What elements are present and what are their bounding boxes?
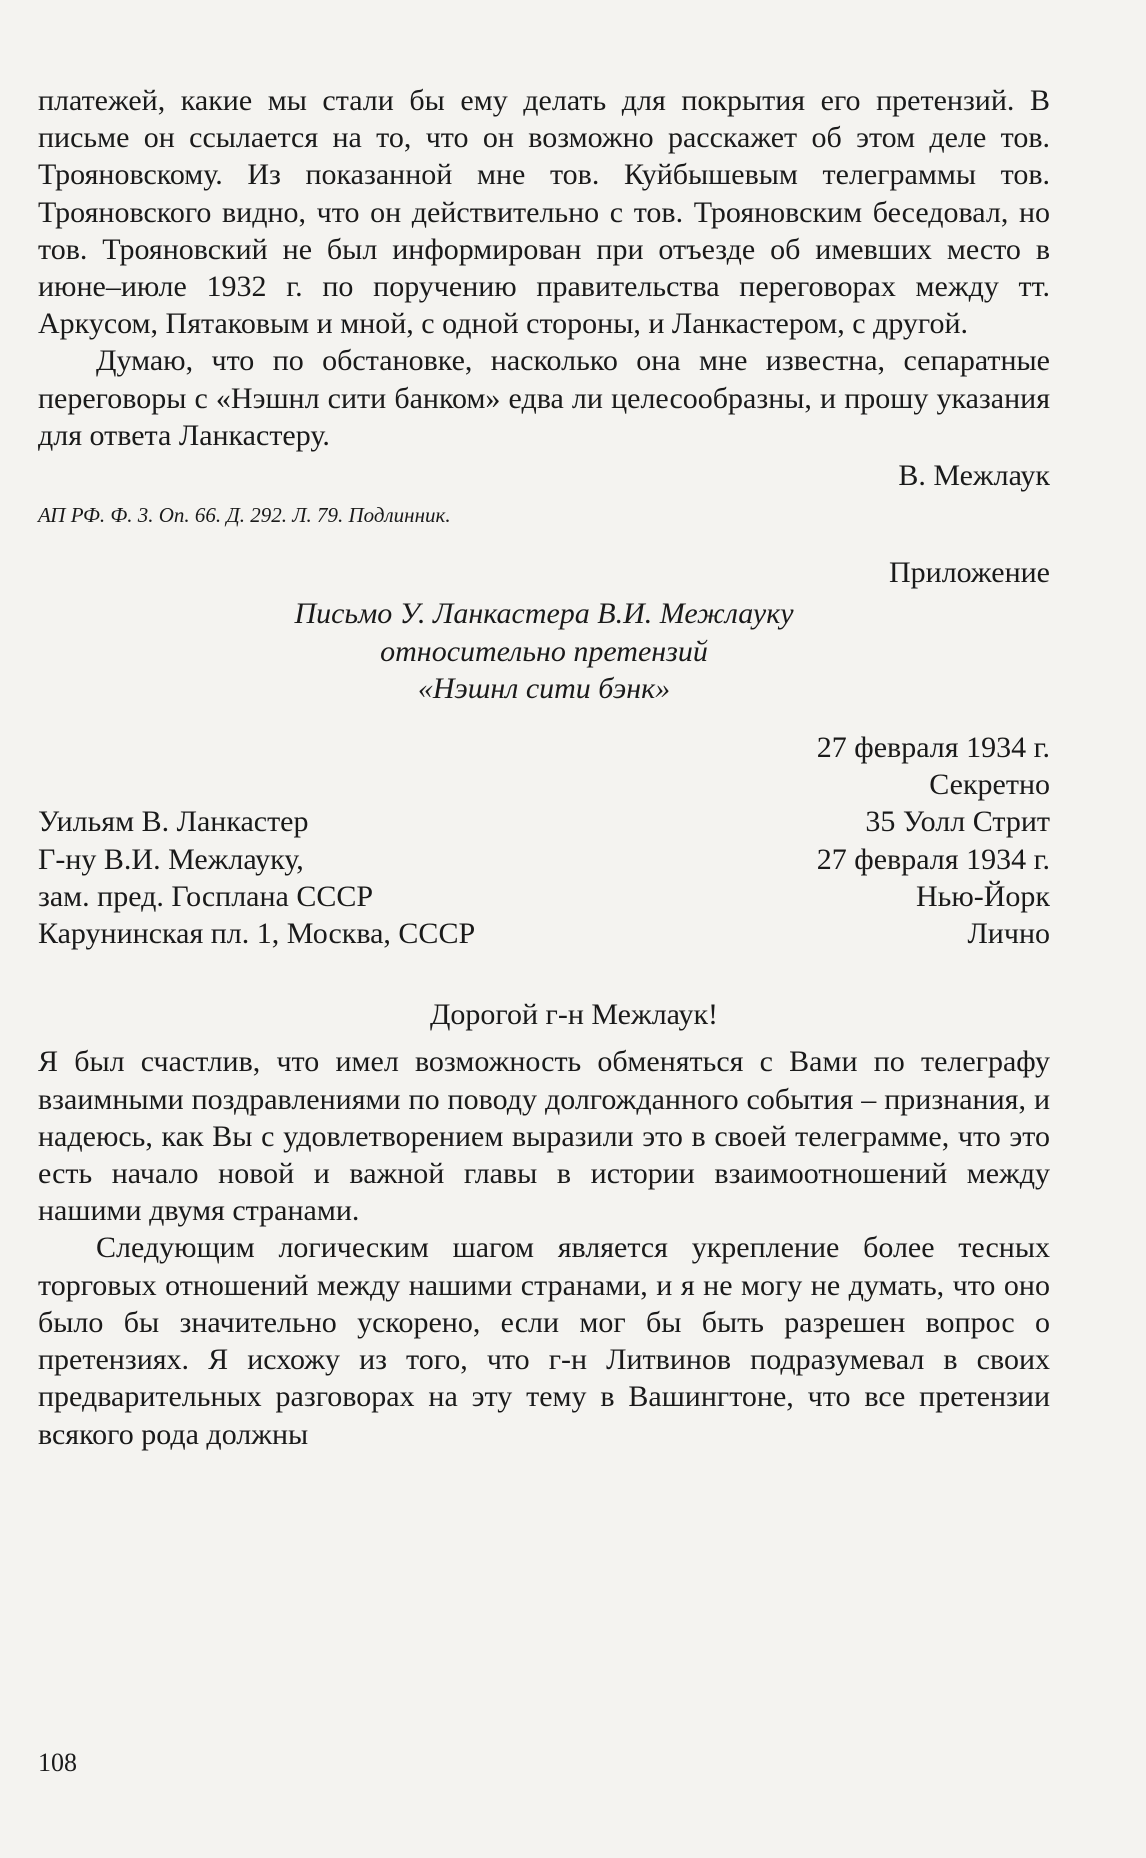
address-left: Карунинская пл. 1, Москва, СССР xyxy=(38,917,476,951)
appendix-label: Приложение xyxy=(888,556,1050,590)
page-number: 108 xyxy=(38,1748,77,1777)
address-right: 27 февраля 1934 г. xyxy=(816,842,1050,876)
address-row xyxy=(38,841,1050,878)
address-right: Лично xyxy=(967,917,1050,951)
appendix-title-line-1: Письмо У. Ланкастера В.И. Межлауку xyxy=(294,597,794,631)
address-row xyxy=(38,803,1050,840)
letter-paragraph-2: Следующим логическим шагом является укрепление более тесных торговых отношений между нашими странами, и я не могу не думать, что оно было бы значительно ускорено, если мог бы быть разрешен вопрос о претензиях. Я исхожу из того, что г-н Литвинов подразумевал в своих предварительных разговорах на эту тему в Вашингтоне, что все претензии всякого рода должны xyxy=(38,1231,1050,1451)
appendix-title-line-3: «Нэшнл сити бэнк» xyxy=(417,671,671,705)
archive-source-reference: АП РФ. Ф. 3. Оп. 66. Д. 292. Л. 79. Подлинник. xyxy=(38,503,451,528)
letter-paragraph-1: Я был счастлив, что имел возможность обменяться с Вами по телеграфу взаимными поздравлениями по поводу долгожданного события – признания, и надеюсь, как Вы с удовлетворением выразили это в своей телеграмме, что это есть начало новой и важной главы в истории взаимоотношений между нашими двумя странами. xyxy=(38,1045,1050,1228)
body-paragraph-1: платежей, какие мы стали бы ему делать для покрытия его претензий. В письме он ссылается на то, что он возможно расскажет об этом деле тов. Трояновскому. Из показанной мне тов. Куйбышевым телеграммы тов. Трояновского видно, что он действительно с тов. Трояновским беседовал, но тов. Трояновский не был информирован при отъезде об имевших место в июне–июле 1932 г. по поручению правительства переговорах между тт. Аркусом, Пятаковым и мной, с одной стороны, и Ланкастером, с другой. xyxy=(38,84,1050,341)
address-row xyxy=(38,878,1050,915)
appendix-title-line-2: относительно претензий xyxy=(380,634,708,668)
document-date: 27 февраля 1934 г. xyxy=(816,731,1050,765)
address-right: Нью-Йорк xyxy=(916,879,1050,913)
address-right: 35 Уолл Стрит xyxy=(865,805,1050,839)
address-left: Уильям В. Ланкастер xyxy=(38,805,309,839)
address-left: Г-ну В.И. Межлауку, xyxy=(38,842,304,876)
body-paragraph-2: Думаю, что по обстановке, насколько она мне известна, сепаратные переговоры с «Нэшнл сити банком» едва ли целесообразны, и прошу указания для ответа Ланкастеру. xyxy=(38,344,1050,452)
signature: В. Межлаук xyxy=(898,459,1050,493)
document-page xyxy=(38,82,1050,1453)
address-left: зам. пред. Госплана СССР xyxy=(38,879,374,913)
letter-salutation: Дорогой г-н Межлаук! xyxy=(429,998,719,1032)
address-row xyxy=(38,915,1050,952)
address-block xyxy=(38,803,1050,952)
classification-mark: Секретно xyxy=(929,768,1050,802)
